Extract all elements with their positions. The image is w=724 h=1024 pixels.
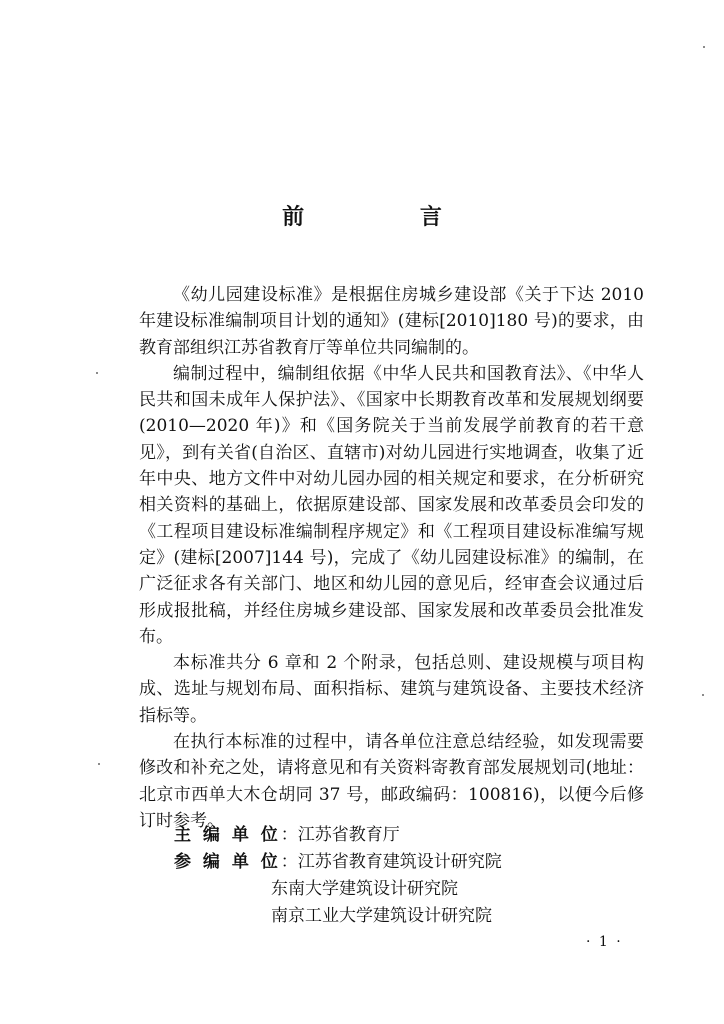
page-number: · 1 · [586,934,623,950]
credits-block [174,822,644,930]
participant-value-2: 东南大学建筑设计研究院 [271,879,458,899]
participant-value-1: ：江苏省教育建筑设计研究院 [280,852,502,872]
paragraph-4: 在执行本标准的过程中，请各单位注意总结经验，如发现需要修改和补充之处，请将意见和有关资料寄教育部发展规划司(地址：北京市西单大木仓胡同 37 号，邮政编码：100816)，以便今后修订时参考。 [139,732,644,831]
editor-value: ：江苏省教育厅 [280,825,400,845]
editor-row [174,822,644,849]
scan-speck [98,763,100,765]
participant-row-3 [174,903,644,930]
participant-label: 参 编 单 位 [174,852,281,872]
editor-label: 主 编 单 位 [174,825,281,845]
participant-row-2 [174,876,644,903]
paragraph-2: 编制过程中，编制组依据《中华人民共和国教育法》、《中华人民共和国未成年人保护法》、《国家中长期教育改革和发展规划纲要(2010—2020 年)》和《国务院关于当前发展学前教育的若干意见》，到有关省(自治区、直辖市)对幼儿园进行实地调查，收集了近年中央、地方文件中对幼儿园办园的相关规定和要求，在分析研究相关资料的基础上，依据原建设部、国家发展和改革委员会印发的《工程项目建设标准编制程序规定》和《工程项目建设标准编写规定》(建标[2007]144 号)，完成了《幼儿园建设标准》的编制，在广泛征求各有关部门、地区和幼儿园的意见后，经审查会议通过后形成报批稿，并经住房城乡建设部、国家发展和改革委员会批准发布。 [139,363,644,647]
scan-speck [96,372,98,374]
scan-speck [702,694,704,696]
participant-row [174,849,644,876]
paragraph-3: 本标准共分 6 章和 2 个附录，包括总则、建设规模与项目构成、选址与规划布局、面积指标、建筑与建筑设备、主要技术经济指标等。 [139,653,644,726]
preface-body [139,282,644,834]
scan-speck [703,46,705,48]
paragraph-1: 《幼儿园建设标准》是根据住房城乡建设部《关于下达 2010 年建设标准编制项目计划的通知》(建标[2010]180 号)的要求，由教育部组织江苏省教育厅等单位共同编制的。 [139,285,644,358]
page-title: 前 言 [282,204,496,230]
participant-value-3: 南京工业大学建筑设计研究院 [271,906,492,926]
